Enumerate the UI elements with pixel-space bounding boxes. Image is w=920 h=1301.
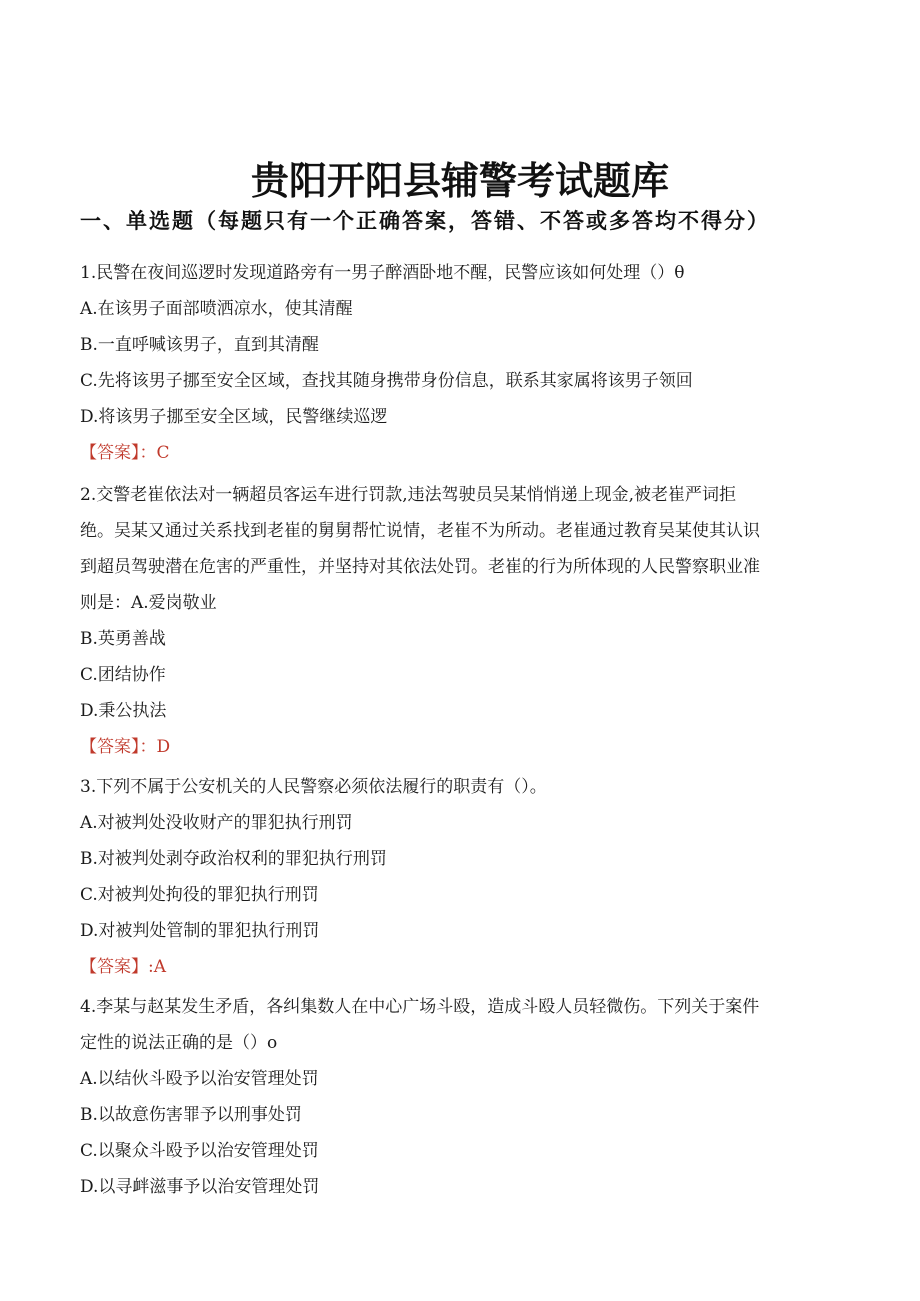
question-3-stem: 3.下列不属于公安机关的人民警察必须依法履行的职责有（）。 (80, 777, 547, 797)
question-1-answer (80, 438, 170, 463)
question-4-option-d: D.以寻衅滋事予以治安管理处罚 (80, 1177, 320, 1197)
question-2-option-c: C.团结协作 (80, 665, 166, 685)
question-1-option-d: D.将该男子挪至安全区域，民警继续巡逻 (80, 407, 388, 427)
question-2-option-b: B.英勇善战 (80, 629, 166, 649)
question-2-stem-line-4: 则是：A.爱岗敬业 (80, 593, 217, 613)
page-title: 贵阳开阳县辅警考试题库 (250, 159, 669, 203)
question-4-option-a: A.以结伙斗殴予以治安管理处罚 (80, 1069, 319, 1089)
question-3-option-d: D.对被判处管制的罪犯执行刑罚 (80, 921, 320, 941)
question-2-stem-line-2: 绝。吴某又通过关系找到老崔的舅舅帮忙说情，老崔不为所动。老崔通过教育吴某使其认识 (80, 521, 760, 541)
section-heading: 一、单选题（每题只有一个正确答案，答错、不答或多答均不得分） (80, 208, 770, 233)
answer-label: 【答案】 (80, 957, 148, 977)
answer-label: 【答案】 (80, 737, 140, 757)
answer-label: 【答案】 (80, 443, 140, 463)
question-1-option-b: B.一直呼喊该男子，直到其清醒 (80, 335, 319, 355)
question-1-option-a: A.在该男子面部喷洒凉水，使其清醒 (80, 299, 353, 319)
question-4-stem-line-1: 4.李某与赵某发生矛盾，各纠集数人在中心广场斗殴，造成斗殴人员轻微伤。下列关于案件 (80, 997, 760, 1017)
question-1-stem: 1.民警在夜间巡逻时发现道路旁有一男子醉酒卧地不醒，民警应该如何处理（）θ (80, 263, 685, 283)
question-4-stem-line-2: 定性的说法正确的是（）o (80, 1033, 278, 1053)
answer-value: ：D (139, 737, 171, 757)
question-2-stem-line-1: 2.交警老崔依法对一辆超员客运车进行罚款,违法驾驶员吴某悄悄递上现金,被老崔严词拒 (80, 485, 737, 505)
question-4-option-b: B.以故意伤害罪予以刑事处罚 (80, 1105, 302, 1125)
question-3-option-c: C.对被判处拘役的罪犯执行刑罚 (80, 885, 319, 905)
question-3-option-a: A.对被判处没收财产的罪犯执行刑罚 (80, 813, 353, 833)
question-2-answer (80, 732, 170, 757)
question-2-option-d: D.秉公执法 (80, 701, 167, 721)
question-1-option-c: C.先将该男子挪至安全区域，查找其随身携带身份信息，联系其家属将该男子领回 (80, 371, 693, 391)
question-3-option-b: B.对被判处剥夺政治权利的罪犯执行刑罚 (80, 849, 387, 869)
answer-value: :A (148, 957, 167, 977)
question-3-answer (80, 952, 166, 977)
answer-value: ：C (139, 443, 170, 463)
question-4-option-c: C.以聚众斗殴予以治安管理处罚 (80, 1141, 319, 1161)
question-2-stem-line-3: 到超员驾驶潜在危害的严重性，并坚持对其依法处罚。老崔的行为所体现的人民警察职业准 (80, 557, 760, 577)
